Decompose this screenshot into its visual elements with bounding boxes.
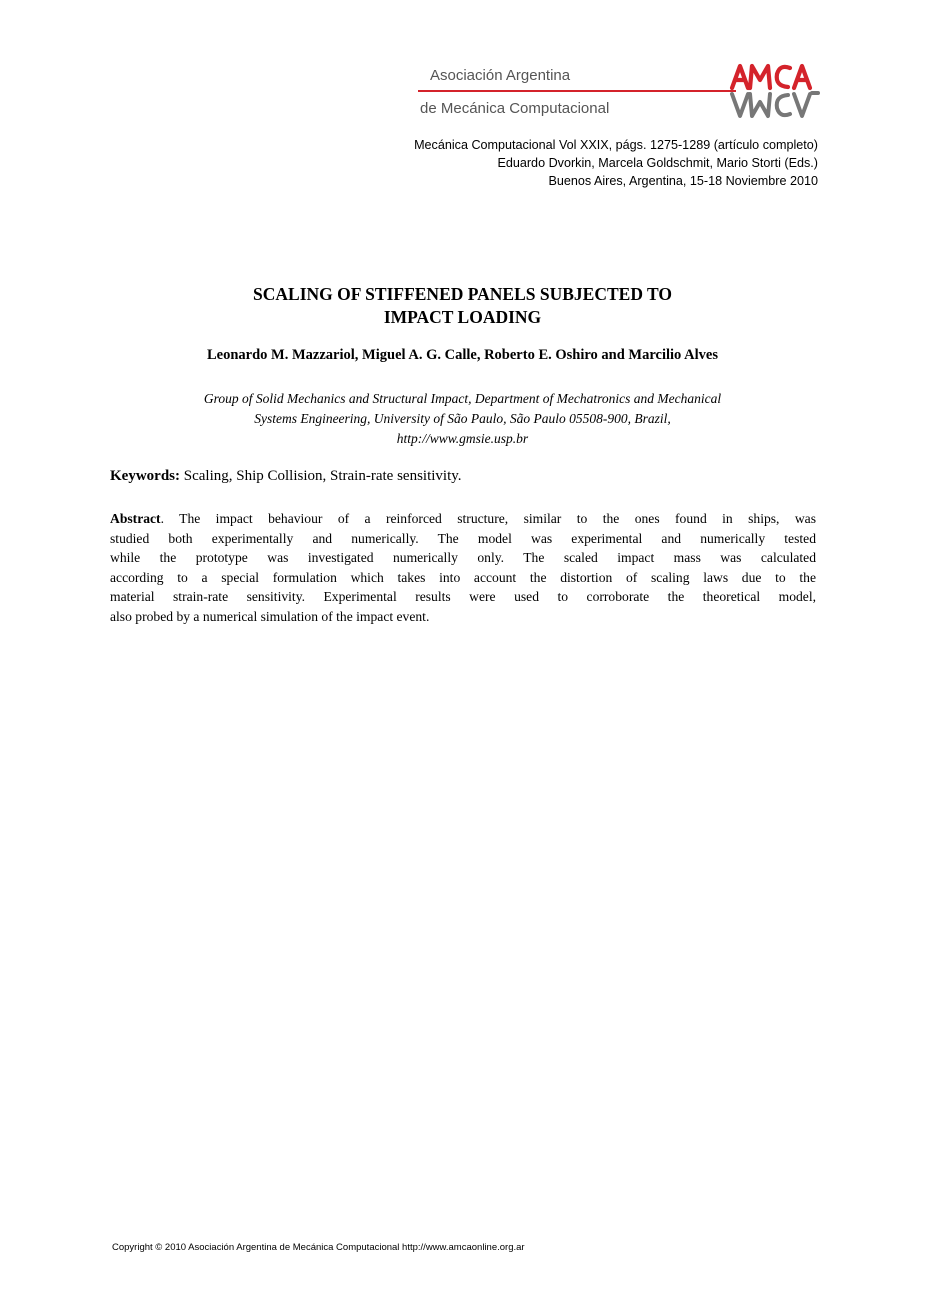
abstract-line: Abstract. The impact behaviour of a reinforced structure, similar to the ones found in ships, was	[110, 511, 816, 526]
abstract-line: studied both experimentally and numerically. The model was experimental and numerically tested	[110, 530, 816, 546]
publication-info	[414, 136, 818, 190]
abstract-label: Abstract	[110, 511, 161, 526]
org-name-line1: Asociación Argentina	[430, 67, 571, 84]
title-line-2: IMPACT LOADING	[383, 307, 542, 327]
keywords	[110, 468, 462, 485]
header-red-rule	[418, 90, 736, 92]
publication-editors: Eduardo Dvorkin, Marcela Goldschmit, Mario Storti (Eds.)	[497, 156, 818, 170]
affiliation-line-1: Group of Solid Mechanics and Structural Impact, Department of Mechatronics and Mechanical	[203, 391, 722, 406]
paper-affiliation	[0, 389, 925, 449]
abstract-line: according to a special formulation which takes into account the distortion of scaling laws due to the	[110, 569, 816, 585]
title-line-1: SCALING OF STIFFENED PANELS SUBJECTED TO	[253, 284, 672, 304]
publication-location-date: Buenos Aires, Argentina, 15-18 Noviembre 2010	[548, 174, 818, 188]
abstract-line: material strain-rate sensitivity. Experimental results were used to corroborate the theoretical model,	[110, 589, 816, 605]
keywords-text: Scaling, Ship Collision, Strain-rate sensitivity.	[183, 468, 462, 484]
affiliation-url: http://www.gmsie.usp.br	[396, 431, 529, 446]
publication-volume: Mecánica Computacional Vol XXIX, págs. 1275-1289 (artículo completo)	[414, 138, 818, 152]
org-name-line2: de Mecánica Computacional	[420, 100, 610, 117]
keywords-label: Keywords:	[110, 468, 180, 484]
paper-title	[0, 283, 925, 329]
abstract-line: while the prototype was investigated numerically only. The scaled impact mass was calculated	[110, 550, 816, 566]
amca-logo-icon	[728, 60, 820, 122]
copyright-footer: Copyright © 2010 Asociación Argentina de Mecánica Computacional http://www.amcaonline.org.ar	[112, 1242, 525, 1253]
abstract	[110, 509, 816, 627]
abstract-line: also probed by a numerical simulation of the impact event.	[110, 608, 430, 624]
paper-authors: Leonardo M. Mazzariol, Miguel A. G. Calle, Roberto E. Oshiro and Marcilio Alves	[207, 347, 718, 363]
amca-header-logo	[418, 60, 820, 124]
affiliation-line-2: Systems Engineering, University of São Paulo, São Paulo 05508-900, Brazil,	[254, 411, 671, 426]
